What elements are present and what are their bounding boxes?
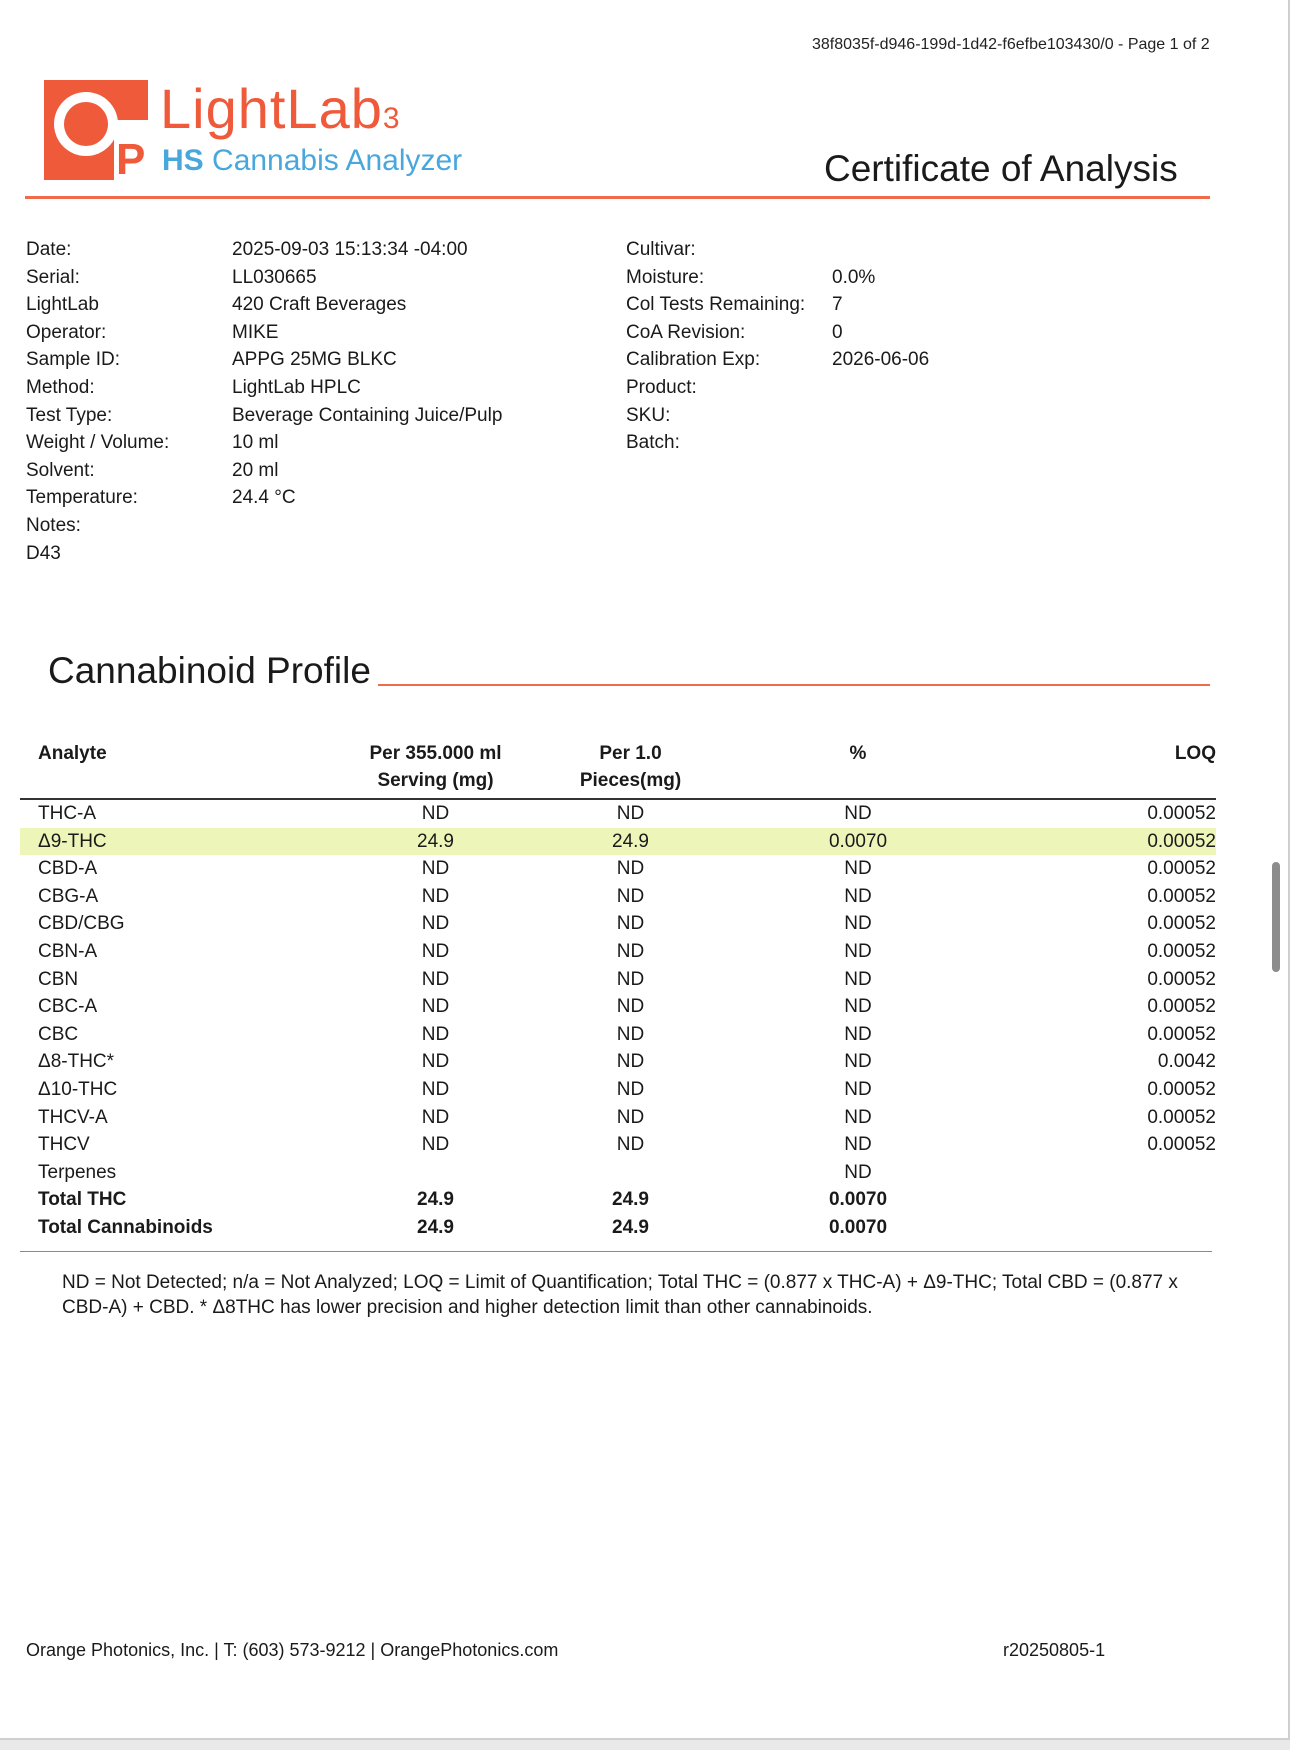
meta-row xyxy=(626,264,929,292)
meta-label: SKU: xyxy=(626,404,671,426)
cell-pieces: ND xyxy=(616,913,645,935)
total-row xyxy=(20,1214,1216,1242)
meta-row xyxy=(626,374,929,402)
cell-analyte: CBD-A xyxy=(38,858,98,880)
table-row xyxy=(20,1076,1216,1104)
cell-pieces: ND xyxy=(616,1106,645,1128)
cell-serving: ND xyxy=(421,858,450,880)
meta-label: Cultivar: xyxy=(626,239,696,260)
cell-pct: 0.0070 xyxy=(828,1216,888,1238)
table-row xyxy=(20,1131,1216,1159)
meta-value: MIKE xyxy=(232,321,279,343)
cell-loq: 0.00052 xyxy=(988,828,1216,856)
col-pieces xyxy=(533,738,728,799)
header-divider xyxy=(25,196,1210,199)
cell-pieces: ND xyxy=(616,996,645,1018)
meta-row xyxy=(626,319,929,347)
table-header xyxy=(20,738,1216,799)
meta-label: CoA Revision: xyxy=(626,321,746,343)
meta-label: LightLab xyxy=(26,294,99,316)
section-divider xyxy=(378,684,1210,686)
cell-pieces: ND xyxy=(616,885,645,907)
col-serving xyxy=(338,738,533,799)
table-row xyxy=(20,883,1216,911)
cell-pieces: ND xyxy=(616,858,645,880)
col-percent xyxy=(728,738,988,799)
cell-pct: ND xyxy=(844,803,872,824)
table-row xyxy=(20,966,1216,994)
cell-analyte: THC-A xyxy=(38,803,97,824)
cell-pieces: ND xyxy=(616,1134,645,1156)
brand-tagline xyxy=(162,144,462,178)
lightlab-logo-icon xyxy=(44,80,148,180)
meta-label: Serial: xyxy=(26,266,80,288)
meta-label: Method: xyxy=(26,376,95,398)
scrollbar-thumb[interactable] xyxy=(1272,862,1280,972)
footer-company: Orange Photonics, Inc. | T: (603) 573-9212 | OrangePhotonics.com xyxy=(26,1640,559,1660)
cell-analyte: CBC-A xyxy=(38,996,98,1018)
cell-pct: ND xyxy=(844,1161,872,1183)
footer-revision: r20250805-1 xyxy=(1003,1640,1106,1660)
cell-serving: ND xyxy=(421,803,450,824)
meta-label: Date: xyxy=(26,239,72,260)
meta-right xyxy=(626,236,929,457)
table-row xyxy=(20,993,1216,1021)
table-row xyxy=(20,855,1216,883)
cell-analyte: THCV xyxy=(38,1134,90,1156)
col-analyte-label: Analyte xyxy=(38,743,107,764)
cell-pct: ND xyxy=(844,885,872,907)
meta-row xyxy=(626,346,929,374)
meta-value: Beverage Containing Juice/Pulp xyxy=(232,404,503,426)
cell-pieces: ND xyxy=(616,1078,645,1100)
table-row xyxy=(20,1021,1216,1049)
meta-label: Batch: xyxy=(626,432,680,454)
cell-pieces: 24.9 xyxy=(533,828,728,856)
cell-pct: ND xyxy=(844,1051,872,1073)
meta-label: Temperature: xyxy=(26,487,138,509)
cell-loq: 0.00052 xyxy=(1147,996,1216,1018)
cell-pct: ND xyxy=(844,940,872,962)
cell-pieces: 24.9 xyxy=(612,1216,649,1238)
cell-serving: ND xyxy=(421,1078,450,1100)
section-title: Cannabinoid Profile xyxy=(48,650,371,691)
meta-row xyxy=(626,291,929,319)
cell-loq: 0.00052 xyxy=(1147,858,1216,880)
cell-analyte: Terpenes xyxy=(38,1161,117,1183)
cell-loq: 0.00052 xyxy=(1147,1134,1216,1156)
cell-loq xyxy=(988,1214,1216,1242)
cell-analyte: THCV-A xyxy=(38,1106,108,1128)
cell-serving: ND xyxy=(421,1051,450,1073)
cell-analyte: CBN-A xyxy=(38,940,98,962)
cell-analyte: Total THC xyxy=(38,1189,127,1211)
cell-pct: ND xyxy=(844,1078,872,1100)
cell-analyte: CBN xyxy=(38,968,79,990)
meta-value: 420 Craft Beverages xyxy=(232,294,407,316)
col-pieces-line2: Pieces(mg) xyxy=(579,770,682,791)
meta-value: 2026-06-06 xyxy=(832,349,930,371)
meta-label: Calibration Exp: xyxy=(626,349,761,371)
col-loq-label: LOQ xyxy=(1174,743,1216,764)
meta-label: Weight / Volume: xyxy=(26,432,170,454)
cell-loq: 0.00052 xyxy=(1147,940,1216,962)
cell-analyte: CBD/CBG xyxy=(38,913,125,935)
tag-rest: Cannabis Analyzer xyxy=(203,144,463,177)
meta-value: 0.0% xyxy=(832,266,876,288)
table-row xyxy=(20,1104,1216,1132)
svg-text:P: P xyxy=(116,135,146,180)
meta-label: Moisture: xyxy=(626,266,705,288)
cell-serving: 24.9 xyxy=(417,1189,454,1211)
cell-loq: 0.00052 xyxy=(1147,913,1216,935)
cell-pct: 0.0070 xyxy=(828,1189,888,1211)
cannabinoid-table xyxy=(20,738,1216,1242)
cell-serving: ND xyxy=(421,968,450,990)
meta-label: Product: xyxy=(626,376,697,398)
meta-row xyxy=(26,319,502,347)
meta-value: 0 xyxy=(832,321,843,343)
cell-loq: 0.00052 xyxy=(1147,1078,1216,1100)
meta-label: Solvent: xyxy=(26,459,95,481)
cell-pct: ND xyxy=(844,1023,872,1045)
meta-row xyxy=(26,540,502,568)
meta-row xyxy=(26,291,502,319)
table-row xyxy=(20,938,1216,966)
total-row xyxy=(20,1186,1216,1214)
cell-pct: ND xyxy=(844,1106,872,1128)
meta-row xyxy=(26,512,502,540)
legend-notes: ND = Not Detected; n/a = Not Analyzed; LOQ = Limit of Quantification; Total THC = (0.877 x THC-A) + Δ9-THC; Total CBD = (0.877 x CBD-A) + CBD. * Δ8THC has lower precision and higher detection limit than other cannabinoids. xyxy=(62,1272,1178,1318)
cell-loq: 0.00052 xyxy=(1147,968,1216,990)
cell-loq xyxy=(988,1159,1216,1187)
cell-serving: ND xyxy=(421,996,450,1018)
cell-pieces: ND xyxy=(616,1051,645,1073)
brand-name xyxy=(160,76,401,141)
meta-value: APPG 25MG BLKC xyxy=(232,349,397,371)
cell-serving: ND xyxy=(421,1134,450,1156)
meta-value: 24.4 °C xyxy=(232,487,296,509)
cell-pct: 0.0070 xyxy=(728,828,988,856)
meta-left xyxy=(26,236,502,567)
tag-bold: HS xyxy=(162,144,204,177)
col-serving-line1: Per 355.000 ml xyxy=(369,743,502,764)
cell-loq: 0.00052 xyxy=(1147,1023,1216,1045)
meta-value: 2025-09-03 15:13:34 -04:00 xyxy=(232,239,468,260)
cell-serving: ND xyxy=(421,940,450,962)
meta-label: Test Type: xyxy=(26,404,113,426)
meta-label: Sample ID: xyxy=(26,349,120,371)
cell-serving: ND xyxy=(421,1023,450,1045)
table-row xyxy=(20,799,1216,828)
cell-loq xyxy=(988,1186,1216,1214)
cell-serving: ND xyxy=(421,913,450,935)
cell-serving: ND xyxy=(421,885,450,907)
cell-analyte: Total Cannabinoids xyxy=(38,1216,213,1238)
meta-label: Operator: xyxy=(26,321,107,343)
cell-serving: 24.9 xyxy=(338,828,533,856)
cell-pct: ND xyxy=(844,858,872,880)
table-row xyxy=(20,910,1216,938)
cell-pieces: ND xyxy=(616,803,645,824)
meta-value: 10 ml xyxy=(232,432,279,454)
meta-row xyxy=(26,429,502,457)
meta-value: 20 ml xyxy=(232,459,279,481)
cell-pieces xyxy=(533,1159,728,1187)
table-row xyxy=(20,828,1216,856)
meta-row xyxy=(26,457,502,485)
table-row xyxy=(20,1048,1216,1076)
cell-pct: ND xyxy=(844,1134,872,1156)
col-analyte xyxy=(20,738,338,799)
meta-row xyxy=(626,236,929,264)
page-title: Certificate of Analysis xyxy=(824,148,1178,189)
brand-main: LightLab xyxy=(160,77,383,140)
meta-label: Notes: xyxy=(26,514,81,536)
cell-pct: ND xyxy=(844,968,872,990)
meta-row xyxy=(26,264,502,292)
table-bottom-rule xyxy=(20,1251,1212,1252)
cell-serving: 24.9 xyxy=(417,1216,454,1238)
cell-serving xyxy=(338,1159,533,1187)
col-pieces-line1: Per 1.0 xyxy=(599,743,662,764)
meta-value: 7 xyxy=(832,294,843,316)
meta-value: LL030665 xyxy=(232,266,317,288)
meta-label: D43 xyxy=(26,542,61,564)
document-id: 38f8035f-d946-199d-1d42-f6efbe103430/0 - Page 1 of 2 xyxy=(812,36,1210,53)
cell-analyte: Δ9-THC xyxy=(20,828,338,856)
meta-row xyxy=(626,402,929,430)
cell-pieces: 24.9 xyxy=(612,1189,649,1211)
meta-value: LightLab HPLC xyxy=(232,376,361,398)
col-percent-label: % xyxy=(849,743,867,764)
col-loq xyxy=(988,738,1216,799)
meta-row xyxy=(26,484,502,512)
cell-serving: ND xyxy=(421,1106,450,1128)
cell-pct: ND xyxy=(844,913,872,935)
brand-sub: 3 xyxy=(382,102,401,135)
cell-pieces: ND xyxy=(616,968,645,990)
meta-row xyxy=(26,346,502,374)
cell-analyte: Δ10-THC xyxy=(38,1078,118,1100)
meta-row xyxy=(26,236,502,264)
cell-loq: 0.00052 xyxy=(1147,1106,1216,1128)
meta-row xyxy=(626,429,929,457)
col-serving-line2: Serving (mg) xyxy=(377,770,494,791)
cell-analyte: CBG-A xyxy=(38,885,99,907)
meta-row xyxy=(26,402,502,430)
cell-analyte: CBC xyxy=(38,1023,79,1045)
meta-row xyxy=(26,374,502,402)
table-row xyxy=(20,1159,1216,1187)
meta-label: Col Tests Remaining: xyxy=(626,294,806,316)
cell-loq: 0.00052 xyxy=(1147,885,1216,907)
cell-pct: ND xyxy=(844,996,872,1018)
cell-pieces: ND xyxy=(616,1023,645,1045)
cell-pieces: ND xyxy=(616,940,645,962)
cell-analyte: Δ8-THC* xyxy=(38,1051,115,1073)
cell-loq: 0.00052 xyxy=(1147,803,1216,824)
cell-loq: 0.0042 xyxy=(1157,1051,1216,1073)
